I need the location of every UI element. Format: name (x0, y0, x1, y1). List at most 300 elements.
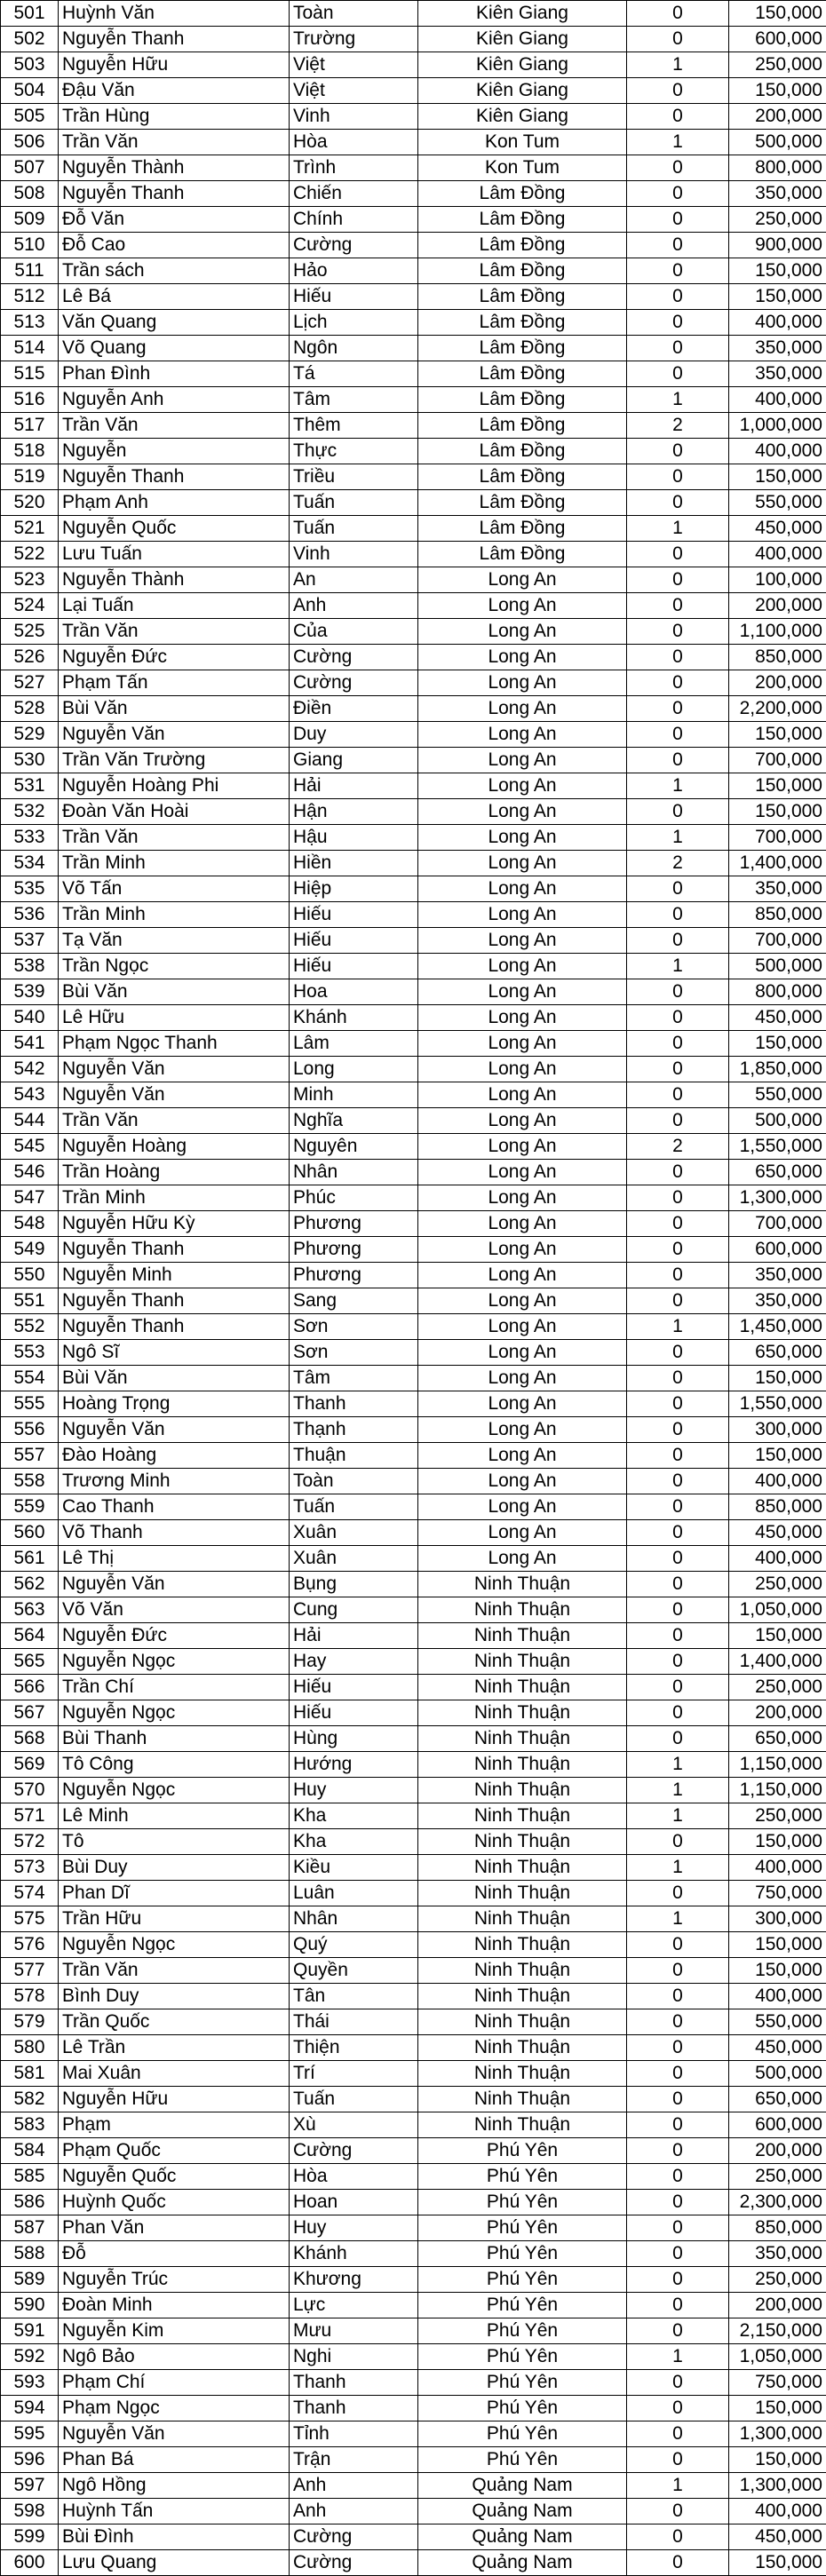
count-cell: 1 (627, 1803, 729, 1829)
first-name-cell: Nghĩa (290, 1108, 418, 1134)
table-row (1, 2009, 826, 2035)
amount-cell: 100,000 (729, 567, 826, 593)
count-cell: 0 (627, 1366, 729, 1391)
province-cell: Long An (418, 1031, 627, 1057)
province-cell: Quảng Nam (418, 2550, 627, 2576)
amount-cell: 600,000 (729, 1237, 826, 1263)
table-row (1, 696, 826, 722)
last-middle-name-cell: Lê Bá (59, 284, 290, 310)
last-middle-name-cell: Võ Văn (59, 1597, 290, 1623)
count-cell: 0 (627, 1288, 729, 1314)
province-cell: Long An (418, 799, 627, 825)
last-middle-name-cell: Nguyễn Hữu (59, 52, 290, 78)
first-name-cell: Anh (290, 593, 418, 619)
count-cell: 0 (627, 2293, 729, 2318)
row-number-cell: 541 (1, 1031, 59, 1057)
last-middle-name-cell: Nguyễn Văn (59, 1057, 290, 1082)
last-middle-name-cell: Lại Tuấn (59, 593, 290, 619)
count-cell: 0 (627, 645, 729, 670)
amount-cell: 650,000 (729, 1340, 826, 1366)
amount-cell: 1,050,000 (729, 2344, 826, 2370)
province-cell: Long An (418, 1391, 627, 1417)
amount-cell: 150,000 (729, 1958, 826, 1984)
province-cell: Kiên Giang (418, 27, 627, 52)
amount-cell: 350,000 (729, 181, 826, 207)
province-cell: Long An (418, 1417, 627, 1443)
province-cell: Long An (418, 851, 627, 876)
last-middle-name-cell: Tô Công (59, 1752, 290, 1778)
row-number-cell: 562 (1, 1572, 59, 1597)
province-cell: Phú Yên (418, 2190, 627, 2215)
amount-cell: 400,000 (729, 1855, 826, 1881)
last-middle-name-cell: Trần Minh (59, 902, 290, 928)
amount-cell: 1,550,000 (729, 1391, 826, 1417)
count-cell: 0 (627, 876, 729, 902)
amount-cell: 800,000 (729, 979, 826, 1005)
last-middle-name-cell: Trần Văn (59, 1108, 290, 1134)
first-name-cell: Chiến (290, 181, 418, 207)
first-name-cell: Khương (290, 2267, 418, 2293)
province-cell: Lâm Đồng (418, 336, 627, 361)
province-cell: Phú Yên (418, 2344, 627, 2370)
first-name-cell: Thái (290, 2009, 418, 2035)
province-cell: Ninh Thuận (418, 2112, 627, 2138)
amount-cell: 650,000 (729, 1160, 826, 1185)
first-name-cell: Khánh (290, 2241, 418, 2267)
table-row (1, 1108, 826, 1134)
count-cell: 0 (627, 593, 729, 619)
table-row (1, 78, 826, 104)
row-number-cell: 529 (1, 722, 59, 748)
first-name-cell: An (290, 567, 418, 593)
amount-cell: 350,000 (729, 336, 826, 361)
amount-cell: 1,400,000 (729, 1649, 826, 1675)
amount-cell: 400,000 (729, 1984, 826, 2009)
amount-cell: 700,000 (729, 1211, 826, 1237)
row-number-cell: 582 (1, 2087, 59, 2112)
amount-cell: 1,300,000 (729, 2473, 826, 2499)
province-cell: Ninh Thuận (418, 1597, 627, 1623)
row-number-cell: 511 (1, 258, 59, 284)
count-cell: 0 (627, 902, 729, 928)
count-cell: 0 (627, 619, 729, 645)
first-name-cell: Xù (290, 2112, 418, 2138)
table-row (1, 1726, 826, 1752)
count-cell: 0 (627, 490, 729, 516)
table-row (1, 1366, 826, 1391)
row-number-cell: 505 (1, 104, 59, 130)
amount-cell: 250,000 (729, 1572, 826, 1597)
amount-cell: 350,000 (729, 2241, 826, 2267)
amount-cell: 1,850,000 (729, 1057, 826, 1082)
count-cell: 0 (627, 2215, 729, 2241)
row-number-cell: 533 (1, 825, 59, 851)
province-cell: Ninh Thuận (418, 1572, 627, 1597)
table-row (1, 2087, 826, 2112)
amount-cell: 350,000 (729, 1263, 826, 1288)
first-name-cell: Của (290, 619, 418, 645)
count-cell: 1 (627, 1752, 729, 1778)
count-cell: 0 (627, 1108, 729, 1134)
row-number-cell: 589 (1, 2267, 59, 2293)
last-middle-name-cell: Trần Văn (59, 1958, 290, 1984)
last-middle-name-cell: Tô (59, 1829, 290, 1855)
last-middle-name-cell: Bùi Thanh (59, 1726, 290, 1752)
count-cell: 0 (627, 542, 729, 567)
row-number-cell: 509 (1, 207, 59, 233)
row-number-cell: 580 (1, 2035, 59, 2061)
first-name-cell: Xuân (290, 1520, 418, 1546)
province-cell: Long An (418, 1469, 627, 1494)
table-row (1, 2344, 826, 2370)
province-cell: Quảng Nam (418, 2499, 627, 2524)
table-row (1, 1494, 826, 1520)
first-name-cell: Quyền (290, 1958, 418, 1984)
province-cell: Long An (418, 1185, 627, 1211)
last-middle-name-cell: Lê Thị (59, 1546, 290, 1572)
last-middle-name-cell: Trần Ngọc (59, 954, 290, 979)
table-row (1, 1752, 826, 1778)
table-row (1, 1906, 826, 1932)
province-cell: Ninh Thuận (418, 1855, 627, 1881)
amount-cell: 200,000 (729, 670, 826, 696)
first-name-cell: Thêm (290, 413, 418, 439)
first-name-cell: Cường (290, 2550, 418, 2576)
province-cell: Lâm Đồng (418, 207, 627, 233)
province-cell: Lâm Đồng (418, 361, 627, 387)
province-cell: Long An (418, 1237, 627, 1263)
row-number-cell: 577 (1, 1958, 59, 1984)
last-middle-name-cell: Nguyễn Văn (59, 1417, 290, 1443)
count-cell: 0 (627, 1881, 729, 1906)
row-number-cell: 542 (1, 1057, 59, 1082)
amount-cell: 700,000 (729, 928, 826, 954)
count-cell: 0 (627, 2550, 729, 2576)
amount-cell: 750,000 (729, 2370, 826, 2396)
row-number-cell: 592 (1, 2344, 59, 2370)
amount-cell: 150,000 (729, 78, 826, 104)
last-middle-name-cell: Trần Hữu (59, 1906, 290, 1932)
row-number-cell: 521 (1, 516, 59, 542)
row-number-cell: 561 (1, 1546, 59, 1572)
province-cell: Ninh Thuận (418, 1881, 627, 1906)
first-name-cell: Xuân (290, 1546, 418, 1572)
table-row (1, 310, 826, 336)
last-middle-name-cell: Nguyễn Thanh (59, 1314, 290, 1340)
province-cell: Lâm Đồng (418, 490, 627, 516)
province-cell: Ninh Thuận (418, 1726, 627, 1752)
table-row (1, 27, 826, 52)
row-number-cell: 555 (1, 1391, 59, 1417)
amount-cell: 150,000 (729, 722, 826, 748)
first-name-cell: Hướng (290, 1752, 418, 1778)
amount-cell: 500,000 (729, 954, 826, 979)
first-name-cell: Sơn (290, 1314, 418, 1340)
province-cell: Long An (418, 1340, 627, 1366)
last-middle-name-cell: Đào Hoàng (59, 1443, 290, 1469)
row-number-cell: 543 (1, 1082, 59, 1108)
province-cell: Long An (418, 645, 627, 670)
last-middle-name-cell: Nguyễn Ngọc (59, 1932, 290, 1958)
last-middle-name-cell: Trần Hoàng (59, 1160, 290, 1185)
count-cell: 0 (627, 1597, 729, 1623)
count-cell: 1 (627, 2344, 729, 2370)
table-row (1, 1134, 826, 1160)
count-cell: 0 (627, 1623, 729, 1649)
province-cell: Ninh Thuận (418, 1906, 627, 1932)
count-cell: 0 (627, 928, 729, 954)
table-row (1, 1597, 826, 1623)
amount-cell: 1,150,000 (729, 1752, 826, 1778)
last-middle-name-cell: Trương Minh (59, 1469, 290, 1494)
first-name-cell: Việt (290, 52, 418, 78)
row-number-cell: 516 (1, 387, 59, 413)
amount-cell: 600,000 (729, 27, 826, 52)
row-number-cell: 504 (1, 78, 59, 104)
last-middle-name-cell: Trần Văn (59, 130, 290, 155)
amount-cell: 1,100,000 (729, 619, 826, 645)
table-row (1, 2241, 826, 2267)
first-name-cell: Hiếu (290, 902, 418, 928)
first-name-cell: Bụng (290, 1572, 418, 1597)
count-cell: 0 (627, 1443, 729, 1469)
table-row (1, 258, 826, 284)
province-cell: Long An (418, 1494, 627, 1520)
table-row (1, 2215, 826, 2241)
last-middle-name-cell: Nguyễn Đức (59, 1623, 290, 1649)
amount-cell: 400,000 (729, 439, 826, 464)
table-row (1, 2447, 826, 2473)
last-middle-name-cell: Ngô Bảo (59, 2344, 290, 2370)
province-cell: Long An (418, 902, 627, 928)
row-number-cell: 597 (1, 2473, 59, 2499)
first-name-cell: Sơn (290, 1340, 418, 1366)
first-name-cell: Thạnh (290, 1417, 418, 1443)
last-middle-name-cell: Phạm (59, 2112, 290, 2138)
row-number-cell: 514 (1, 336, 59, 361)
table-row (1, 1057, 826, 1082)
province-cell: Long An (418, 1520, 627, 1546)
table-row (1, 2473, 826, 2499)
last-middle-name-cell: Huỳnh Quốc (59, 2190, 290, 2215)
amount-cell: 850,000 (729, 645, 826, 670)
last-middle-name-cell: Nguyễn (59, 439, 290, 464)
last-middle-name-cell: Nguyễn Ngọc (59, 1649, 290, 1675)
last-middle-name-cell: Trần Quốc (59, 2009, 290, 2035)
last-middle-name-cell: Ngô Hồng (59, 2473, 290, 2499)
first-name-cell: Trình (290, 155, 418, 181)
amount-cell: 550,000 (729, 2009, 826, 2035)
province-cell: Long An (418, 593, 627, 619)
table-row (1, 593, 826, 619)
province-cell: Long An (418, 1211, 627, 1237)
last-middle-name-cell: Nguyễn Thanh (59, 1237, 290, 1263)
amount-cell: 450,000 (729, 1005, 826, 1031)
first-name-cell: Tỉnh (290, 2421, 418, 2447)
table-row (1, 1803, 826, 1829)
table-row (1, 516, 826, 542)
row-number-cell: 518 (1, 439, 59, 464)
last-middle-name-cell: Trần Văn Trường (59, 748, 290, 773)
table-row (1, 413, 826, 439)
first-name-cell: Lịch (290, 310, 418, 336)
count-cell: 2 (627, 851, 729, 876)
amount-cell: 650,000 (729, 2087, 826, 2112)
row-number-cell: 519 (1, 464, 59, 490)
first-name-cell: Cường (290, 670, 418, 696)
amount-cell: 800,000 (729, 155, 826, 181)
table-row (1, 464, 826, 490)
province-cell: Lâm Đồng (418, 181, 627, 207)
province-cell: Long An (418, 1134, 627, 1160)
last-middle-name-cell: Nguyễn Quốc (59, 2164, 290, 2190)
last-middle-name-cell: Nguyễn Kim (59, 2318, 290, 2344)
count-cell: 0 (627, 2241, 729, 2267)
row-number-cell: 531 (1, 773, 59, 799)
last-middle-name-cell: Bình Duy (59, 1984, 290, 2009)
count-cell: 0 (627, 78, 729, 104)
table-row (1, 1881, 826, 1906)
row-number-cell: 588 (1, 2241, 59, 2267)
table-row (1, 799, 826, 825)
table-row (1, 284, 826, 310)
first-name-cell: Thanh (290, 2396, 418, 2421)
row-number-cell: 581 (1, 2061, 59, 2087)
table-row (1, 1443, 826, 1469)
count-cell: 0 (627, 2524, 729, 2550)
first-name-cell: Hiếu (290, 954, 418, 979)
province-cell: Phú Yên (418, 2215, 627, 2241)
first-name-cell: Khánh (290, 1005, 418, 1031)
first-name-cell: Minh (290, 1082, 418, 1108)
row-number-cell: 525 (1, 619, 59, 645)
table-row (1, 2035, 826, 2061)
row-number-cell: 558 (1, 1469, 59, 1494)
table-row (1, 619, 826, 645)
count-cell: 0 (627, 1984, 729, 2009)
province-cell: Kiên Giang (418, 1, 627, 27)
table-row (1, 2138, 826, 2164)
count-cell: 0 (627, 670, 729, 696)
last-middle-name-cell: Nguyễn Thanh (59, 464, 290, 490)
first-name-cell: Thanh (290, 2370, 418, 2396)
row-number-cell: 563 (1, 1597, 59, 1623)
last-middle-name-cell: Phan Văn (59, 2215, 290, 2241)
first-name-cell: Anh (290, 2499, 418, 2524)
last-middle-name-cell: Trần Chí (59, 1675, 290, 1700)
amount-cell: 2,150,000 (729, 2318, 826, 2344)
table-row (1, 1185, 826, 1211)
amount-cell: 400,000 (729, 1469, 826, 1494)
count-cell: 0 (627, 1031, 729, 1057)
last-middle-name-cell: Nguyễn Anh (59, 387, 290, 413)
amount-cell: 150,000 (729, 1443, 826, 1469)
last-middle-name-cell: Nguyễn Ngọc (59, 1700, 290, 1726)
count-cell: 0 (627, 1469, 729, 1494)
row-number-cell: 510 (1, 233, 59, 258)
amount-cell: 150,000 (729, 1829, 826, 1855)
last-middle-name-cell: Phạm Chí (59, 2370, 290, 2396)
last-middle-name-cell: Lê Trần (59, 2035, 290, 2061)
row-number-cell: 520 (1, 490, 59, 516)
first-name-cell: Toàn (290, 1469, 418, 1494)
last-middle-name-cell: Nguyễn Thanh (59, 181, 290, 207)
table-row (1, 2061, 826, 2087)
province-cell: Kon Tum (418, 130, 627, 155)
table-row (1, 2396, 826, 2421)
province-cell: Quảng Nam (418, 2524, 627, 2550)
amount-cell: 2,300,000 (729, 2190, 826, 2215)
count-cell: 0 (627, 1211, 729, 1237)
row-number-cell: 556 (1, 1417, 59, 1443)
last-middle-name-cell: Nguyễn Ngọc (59, 1778, 290, 1803)
table-row (1, 207, 826, 233)
amount-cell: 200,000 (729, 593, 826, 619)
province-cell: Long An (418, 773, 627, 799)
row-number-cell: 579 (1, 2009, 59, 2035)
row-number-cell: 591 (1, 2318, 59, 2344)
row-number-cell: 586 (1, 2190, 59, 2215)
province-cell: Long An (418, 1366, 627, 1391)
first-name-cell: Toàn (290, 1, 418, 27)
row-number-cell: 572 (1, 1829, 59, 1855)
first-name-cell: Cường (290, 233, 418, 258)
amount-cell: 150,000 (729, 284, 826, 310)
first-name-cell: Quý (290, 1932, 418, 1958)
first-name-cell: Nhân (290, 1906, 418, 1932)
amount-cell: 400,000 (729, 542, 826, 567)
last-middle-name-cell: Phạm Tấn (59, 670, 290, 696)
count-cell: 0 (627, 310, 729, 336)
amount-cell: 600,000 (729, 2112, 826, 2138)
first-name-cell: Hậu (290, 825, 418, 851)
row-number-cell: 550 (1, 1263, 59, 1288)
count-cell: 0 (627, 1082, 729, 1108)
table-row (1, 1031, 826, 1057)
first-name-cell: Cường (290, 645, 418, 670)
count-cell: 0 (627, 1057, 729, 1082)
amount-cell: 2,200,000 (729, 696, 826, 722)
province-cell: Long An (418, 876, 627, 902)
count-cell: 0 (627, 2087, 729, 2112)
first-name-cell: Hòa (290, 2164, 418, 2190)
row-number-cell: 515 (1, 361, 59, 387)
last-middle-name-cell: Phan Đình (59, 361, 290, 387)
first-name-cell: Nghi (290, 2344, 418, 2370)
first-name-cell: Lực (290, 2293, 418, 2318)
first-name-cell: Trường (290, 27, 418, 52)
count-cell: 0 (627, 1649, 729, 1675)
province-cell: Ninh Thuận (418, 1958, 627, 1984)
count-cell: 0 (627, 181, 729, 207)
count-cell: 0 (627, 1726, 729, 1752)
table-row (1, 361, 826, 387)
last-middle-name-cell: Nguyễn Hữu (59, 2087, 290, 2112)
first-name-cell: Hận (290, 799, 418, 825)
row-number-cell: 573 (1, 1855, 59, 1881)
first-name-cell: Huy (290, 2215, 418, 2241)
first-name-cell: Vinh (290, 104, 418, 130)
first-name-cell: Anh (290, 2473, 418, 2499)
row-number-cell: 544 (1, 1108, 59, 1134)
province-cell: Long An (418, 1443, 627, 1469)
first-name-cell: Thuận (290, 1443, 418, 1469)
count-cell: 0 (627, 207, 729, 233)
count-cell: 1 (627, 773, 729, 799)
last-middle-name-cell: Phạm Anh (59, 490, 290, 516)
table-row (1, 2318, 826, 2344)
first-name-cell: Nhân (290, 1160, 418, 1185)
